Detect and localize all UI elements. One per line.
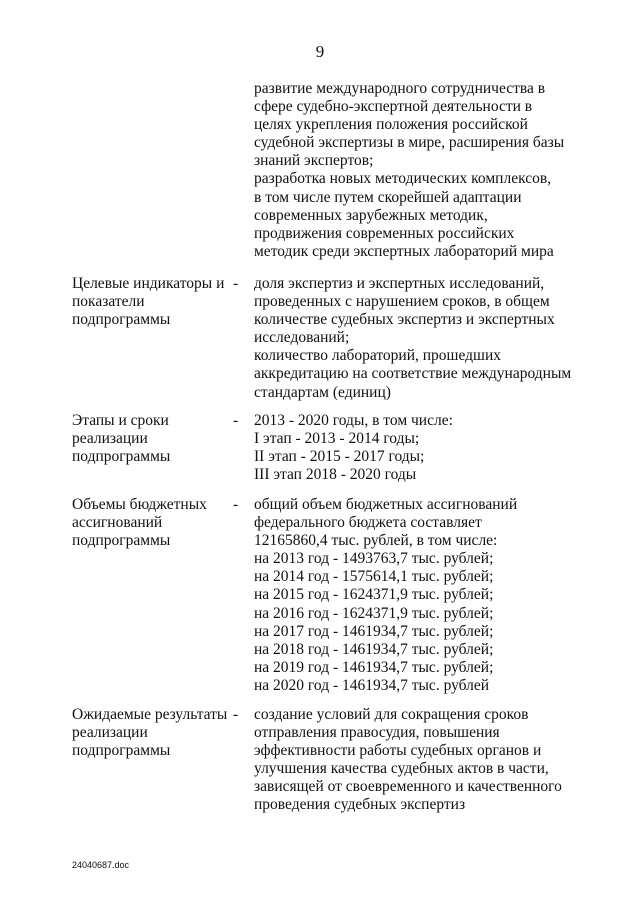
label-line: реализации <box>72 430 148 448</box>
content-line: на 2015 год - 1624371,9 тыс. рублей; <box>254 586 494 604</box>
label-line: показатели <box>72 293 145 311</box>
content-line: на 2020 год - 1461934,7 тыс. рублей <box>254 676 490 694</box>
content-line: количестве судебных экспертиз и экспертных <box>254 311 555 329</box>
content-line: II этап - 2015 - 2017 годы; <box>254 448 425 466</box>
footer-filename: 24040687.doc <box>72 860 130 870</box>
content-line: создание условий для сокращения сроков <box>254 706 529 723</box>
content-line: на 2019 год - 1461934,7 тыс. рублей; <box>254 658 494 676</box>
content-line: III этап 2018 - 2020 годы <box>254 466 417 484</box>
content-line: эффективности работы судебных органов и <box>254 742 542 760</box>
label-line: подпрограммы <box>72 311 171 329</box>
content-line: на 2018 год - 1461934,7 тыс. рублей; <box>254 640 494 658</box>
label-line: Этапы и сроки <box>72 412 169 429</box>
page-number: 9 <box>315 42 325 61</box>
section-results-label <box>72 706 232 760</box>
content-line: стандартам (единиц) <box>254 383 391 401</box>
content-line: I этап - 2013 - 2014 годы; <box>254 430 420 448</box>
content-line: исследований; <box>254 329 350 347</box>
content-line: целях укрепления положения российской <box>254 116 528 134</box>
content-line: отправления правосудия, повышения <box>254 724 500 742</box>
section-stages-dash: - <box>233 412 239 429</box>
content-line: аккредитацию на соответствие международным <box>254 365 572 383</box>
content-line: в том числе путем скорейшей адаптации <box>254 188 522 206</box>
content-line: современных зарубежных методик, <box>254 206 488 224</box>
section-results-dash: - <box>233 706 239 723</box>
label-line: подпрограммы <box>72 448 171 466</box>
label-line: Объемы бюджетных <box>72 496 207 513</box>
content-line: развитие международного сотрудничества в <box>254 80 546 97</box>
content-line: проведения судебных экспертиз <box>254 796 466 814</box>
content-line: улучшения качества судебных актов в части, <box>254 760 549 778</box>
content-line: федерального бюджета составляет <box>254 514 482 532</box>
section-indicators-content <box>254 275 624 402</box>
content-line: знаний экспертов; <box>254 152 374 170</box>
content-line: зависящей от своевременного и качественного <box>254 778 562 796</box>
section-indicators-label <box>72 275 232 329</box>
content-line: продвижения современных российских <box>254 224 515 242</box>
section-stages-content <box>254 412 624 484</box>
section-budget-dash: - <box>233 496 239 513</box>
section-results-content <box>254 706 624 815</box>
content-line: 12165860,4 тыс. рублей, в том числе: <box>254 532 498 550</box>
content-line: сфере судебно-экспертной деятельности в <box>254 98 533 116</box>
content-line: проведенных с нарушением сроков, в общем <box>254 293 550 311</box>
section-stages-label <box>72 412 232 466</box>
content-line: разработка новых методических комплексов, <box>254 170 552 188</box>
content-line: на 2016 год - 1624371,9 тыс. рублей; <box>254 604 494 622</box>
content-line: на 2013 год - 1493763,7 тыс. рублей; <box>254 550 494 568</box>
section-indicators-dash: - <box>233 275 239 292</box>
content-line: общий объем бюджетных ассигнований <box>254 496 518 513</box>
content-line: 2013 - 2020 годы, в том числе: <box>254 412 453 429</box>
content-line: на 2014 год - 1575614,1 тыс. рублей; <box>254 568 494 586</box>
section-budget-content <box>254 496 624 695</box>
content-line: количество лабораторий, прошедших <box>254 347 502 365</box>
section-continuation-content <box>254 80 624 261</box>
section-budget-label <box>72 496 232 550</box>
label-line: реализации <box>72 724 148 742</box>
label-line: Целевые индикаторы и <box>72 275 225 292</box>
content-line: судебной экспертизы в мире, расширения базы <box>254 134 565 152</box>
label-line: Ожидаемые результаты <box>72 706 228 723</box>
label-line: ассигнований <box>72 514 163 532</box>
label-line: подпрограммы <box>72 532 171 550</box>
label-line: подпрограммы <box>72 742 171 760</box>
content-line: доля экспертиз и экспертных исследований, <box>254 275 545 292</box>
content-line: методик среди экспертных лабораторий мира <box>254 242 554 260</box>
content-line: на 2017 год - 1461934,7 тыс. рублей; <box>254 622 494 640</box>
